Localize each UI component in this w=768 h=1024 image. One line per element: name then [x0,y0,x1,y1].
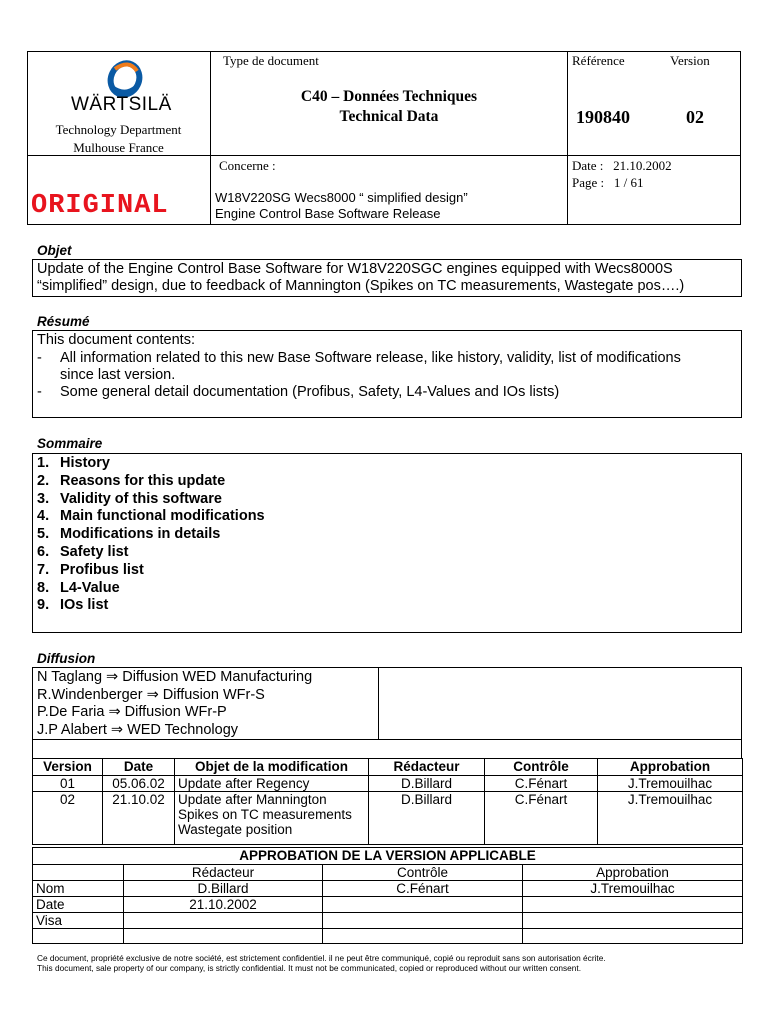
approbation-table [32,847,743,944]
approbation-col-header: Contrôle [323,865,523,881]
version-approbation: J.Tremouilhac [598,792,743,845]
version-objet [175,792,369,845]
objet-box [32,259,742,297]
sommaire-item-label: Validity of this software [60,490,222,507]
approbation-title: APPROBATION DE LA VERSION APPLICABLE [33,848,743,865]
reference-value: 190840 [576,107,630,127]
objet-line1: Update of the Engine Control Base Software for W18V220SGC engines equipped with Wecs8000S [37,261,673,277]
version-redacteur: D.Billard [369,776,485,792]
sommaire-item-label: Profibus list [60,561,144,578]
doc-title-line2: Technical Data [339,108,439,125]
sommaire-item-number: 5. [37,526,50,543]
footer-confidential-en: This document, sale property of our company, is strictly confidential. It must not be communicated, copied or reproduced without our written consent. [37,963,582,973]
versions-header-cell: Date [103,759,175,776]
approbation-cell [523,913,743,929]
concerne-line1: W18V220SG Wecs8000 “ simplified design” [215,190,468,205]
version-label: Version [670,53,710,68]
resume-dash-2: - [37,384,42,400]
versions-header-cell: Contrôle [485,759,598,776]
original-stamp: ORIGINAL [31,191,169,221]
concerne-line2: Engine Control Base Software Release [215,206,441,221]
reference-label: Référence [572,53,625,68]
sommaire-item-label: Safety list [60,543,129,560]
approbation-empty-cell [323,929,523,944]
approbation-row-label: Visa [33,913,124,929]
date-line: Date : 21.10.2002 [572,158,672,173]
version-date: 21.10.02 [103,792,175,845]
approbation-empty-cell [523,929,743,944]
approbation-empty-cell [124,929,323,944]
version-approbation: J.Tremouilhac [598,776,743,792]
resume-heading: Résumé [37,314,90,329]
sommaire-item-number: 7. [37,561,50,578]
diffusion-recipient: J.P Alabert ⇒ WED Technology [37,721,239,738]
approbation-cell [323,897,523,913]
versions-header-cell: Rédacteur [369,759,485,776]
doc-title-line1: C40 – Données Techniques [300,88,478,105]
approbation-col-header: Rédacteur [124,865,323,881]
sommaire-box [32,453,742,633]
diffusion-box [32,667,742,740]
version-row [33,776,743,792]
objet-line2: “simplified” design, due to feedback of Mannington (Spikes on TC measurements, Wastegate pos….) [37,278,685,294]
versions-header-cell: Version [33,759,103,776]
versions-header-cell: Approbation [598,759,743,776]
approbation-cell: J.Tremouilhac [523,881,743,897]
diffusion-recipient: N Taglang ⇒ Diffusion WED Manufacturing [37,669,313,685]
approbation-cell: C.Fénart [323,881,523,897]
sommaire-item-label: Modifications in details [60,526,221,543]
version-objet-line: Update after Regency [178,776,310,791]
version-controle: C.Fénart [485,792,598,845]
logo-wordmark: WÄRTSILÄ [71,94,172,115]
approbation-cell [323,913,523,929]
approbation-row [33,913,743,929]
sommaire-item-label: IOs list [60,597,109,614]
version-objet [175,776,369,792]
approbation-cell: D.Billard [124,881,323,897]
versions-spacer-row [32,739,742,759]
approbation-cell [124,913,323,929]
doc-type-label: Type de document [223,53,319,68]
footer-confidential-fr: Ce document, propriété exclusive de notre société, est strictement confidentiel. il ne peut être communiqué, copié ou reproduit sans son autorisation écrite. [37,953,606,963]
approbation-row-label: Nom [33,881,124,897]
approbation-header-row [33,865,743,881]
diffusion-recipient: P.De Faria ⇒ Diffusion WFr-P [37,704,227,720]
version-row [33,792,743,845]
sommaire-item-number: 1. [37,455,50,471]
version-value: 02 [686,107,704,127]
diffusion-recipient: R.Windenberger ⇒ Diffusion WFr-S [37,686,265,703]
approbation-title-row [33,848,743,865]
sommaire-item-label: L4-Value [60,579,120,596]
sommaire-heading: Sommaire [37,436,103,451]
sommaire-item-number: 8. [37,579,50,596]
resume-intro: This document contents: [37,332,195,348]
sommaire-item-number: 9. [37,597,50,614]
version-controle: C.Fénart [485,776,598,792]
version-number: 02 [33,792,103,845]
versions-table [32,758,743,845]
sommaire-item-number: 4. [37,508,50,525]
resume-bullet1-line2: since last version. [60,367,176,383]
objet-heading: Objet [37,243,72,258]
approbation-empty-row [33,929,743,944]
version-redacteur: D.Billard [369,792,485,845]
sommaire-item-number: 6. [37,543,50,560]
approbation-corner [33,865,124,881]
approbation-cell: 21.10.2002 [124,897,323,913]
version-number: 01 [33,776,103,792]
resume-dash-1: - [37,350,42,366]
sommaire-item-label: Reasons for this update [60,472,226,489]
approbation-col-header: Approbation [523,865,743,881]
sommaire-item-label: Main functional modifications [60,508,265,525]
location-line: Mulhouse France [73,140,164,155]
sommaire-item-number: 3. [37,490,50,507]
resume-box [32,330,742,418]
resume-bullet2: Some general detail documentation (Profibus, Safety, L4-Values and IOs lists) [60,384,560,400]
approbation-row [33,881,743,897]
approbation-empty-cell [33,929,124,944]
department-line: Technology Department [55,122,182,137]
versions-header-cell: Objet de la modification [175,759,369,776]
sommaire-item-number: 2. [37,472,50,489]
concerne-label: Concerne : [219,158,276,173]
approbation-row-label: Date [33,897,124,913]
version-objet-line: Spikes on TC measurements [178,807,352,822]
header-block [27,51,741,225]
diffusion-heading: Diffusion [37,651,96,666]
approbation-cell [523,897,743,913]
version-date: 05.06.02 [103,776,175,792]
approbation-row [33,897,743,913]
version-objet-line: Wastegate position [178,822,293,837]
sommaire-item-label: History [60,455,110,471]
version-objet-line: Update after Mannington [178,792,327,807]
resume-bullet1-line1: All information related to this new Base Software release, like history, validity, list of modifications [60,350,681,366]
page-line: Page : 1 / 61 [572,175,644,190]
